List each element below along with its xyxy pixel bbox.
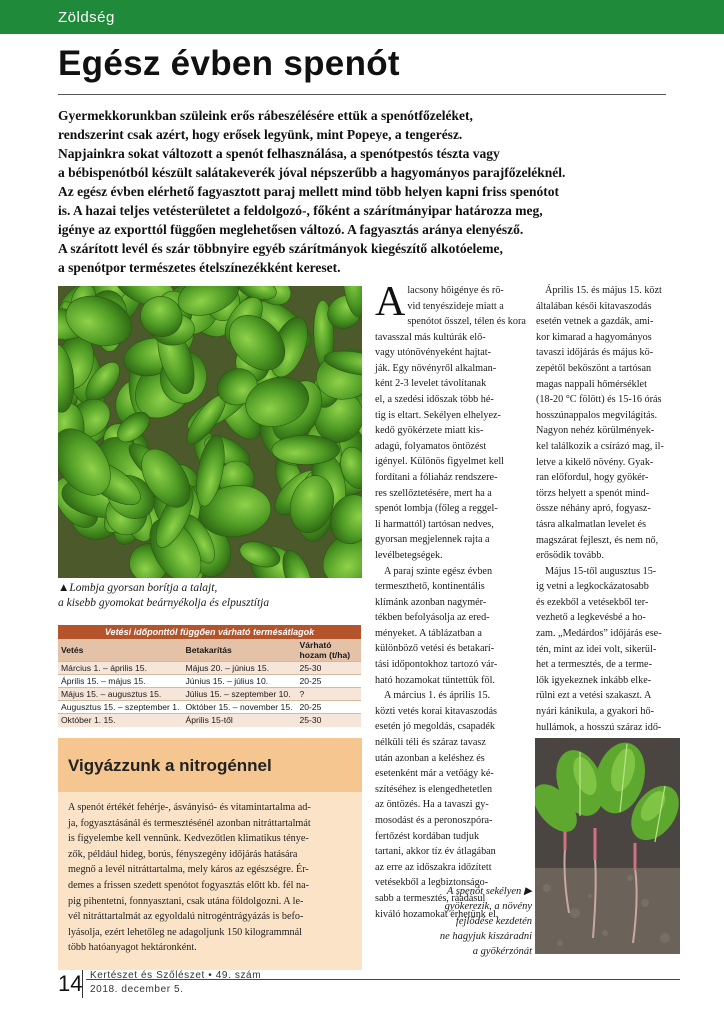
table-cell: Május 20. – június 15. xyxy=(182,662,296,675)
body-line: kel találkozik a csírázó mag, il- xyxy=(536,440,664,452)
table-cell: Június 15. – július 10. xyxy=(182,675,296,688)
body-line: hosszúnappalos megvilágítás. xyxy=(536,409,658,421)
lead-line: a bébispenótból készült salátakeverék jóval népszerűbb a hagyományos parajfőzeléknél. xyxy=(58,165,566,180)
body-line: res szellőztetésére, mert ha a xyxy=(375,487,492,499)
body-line: ják. Egy növényről alkalman- xyxy=(375,362,497,374)
sidebar-line: is figyelembe kell vennünk. Kedvezőtlen klimatikus ténye- xyxy=(68,833,309,845)
body-line: vagy utónövényeként hajtat- xyxy=(375,347,491,359)
lead-line: igénye az exporttól függően meglehetősen változó. A fagyasztás aránya elenyésző. xyxy=(58,222,524,237)
body-line: termeszthető, kontinentális xyxy=(375,581,485,593)
section-label: Zöldség xyxy=(58,9,115,26)
table-cell: Október 15. – november 15. xyxy=(182,701,296,714)
body-line: vezhető a legkevésbé a ho- xyxy=(536,612,646,624)
body-line: esetenként már a vetőágy ké- xyxy=(375,768,494,780)
seedling-photo-caption xyxy=(392,884,532,959)
magazine-name: Kertészet és Szőlészet • 49. szám xyxy=(90,970,262,981)
body-line: kor kimarad a hagyományos xyxy=(536,331,652,343)
sidebar-line: több hatóanyagot hektáronként. xyxy=(68,942,197,954)
page-number: 14 xyxy=(58,971,83,996)
lead-line: is. A hazai teljes vetésterületet a feldolgozó-, főként a szárítmányipar határozza meg, xyxy=(58,203,543,218)
caption-line: gyökerezik, a növény xyxy=(444,901,532,912)
sidebar-title: Vigyázzunk a nitrogénnel xyxy=(68,756,272,775)
table-cell: Augusztus 15. – szeptember 1. xyxy=(58,701,182,714)
table-row xyxy=(58,701,361,714)
sidebar-line: zők, például hideg, borús, fényszegény időjárás hatására xyxy=(68,848,298,860)
caption-line: fejlődése kezdetén xyxy=(455,916,532,927)
table-row xyxy=(58,688,361,701)
table-header-row xyxy=(58,639,361,662)
body-line: adagú, folyamatos öntözést xyxy=(375,440,487,452)
table-cell: Július 15. – szeptember 10. xyxy=(182,688,296,701)
title-divider xyxy=(58,94,666,95)
lead-line: Az egész évben elérhető fagyasztott paraj mellett mind több helyen kapni friss spenótot xyxy=(58,184,559,199)
sidebar-line: ja, fogyasztásánál és termesztésénél azonban nitráttartalmát xyxy=(68,817,311,829)
article-lead xyxy=(58,106,670,277)
body-line: össze néhány apró, fogyasz- xyxy=(536,503,651,515)
body-line: Április 15. és május 15. közt xyxy=(545,285,662,296)
body-line: Május 15-től augusztus 15- xyxy=(545,565,657,577)
dropcap: A xyxy=(375,279,406,325)
column-header: Várható hozam (t/ha) xyxy=(296,639,361,662)
yield-table-grid xyxy=(58,639,361,727)
body-line: esetén vetnek a gazdák, ami- xyxy=(536,316,654,328)
body-line: tén, mint az idei volt, sikerül- xyxy=(536,643,657,655)
table-cell: ? xyxy=(296,688,361,701)
lead-line: a spenótpor természetes ételszínezékként kereset. xyxy=(58,260,341,275)
lead-line: Napjainkra sokat változott a spenót felhasználása, a spenótpestós tészta vagy xyxy=(58,146,500,161)
caption-line: ▲Lombja gyorsan borítja a talajt, xyxy=(58,582,218,594)
body-line: mosodást és a peronoszpóra- xyxy=(375,815,493,826)
body-line: zam. „Medárdos” időjárás ese- xyxy=(536,628,662,640)
body-line: lők igyekeznek inkább elke- xyxy=(536,674,652,686)
body-line: spenótot ősszel, télen és kora xyxy=(407,316,526,327)
table-cell: Április 15-től xyxy=(182,714,296,727)
body-line: kedő gyökérzete miatt kis- xyxy=(375,425,484,437)
body-line: az öntözés. Ha a tavaszi gy- xyxy=(375,799,489,811)
sidebar-line: demes a frissen szedett spenótot fogyasztás előtt kb. fél na- xyxy=(68,879,310,891)
body-line: magszárat fejleszt, és nem nő, xyxy=(536,534,659,546)
body-line: letve a kikelő növény. Gyak- xyxy=(536,456,654,468)
body-line: és ezekből a vetésekből ter- xyxy=(536,596,649,608)
column-3-lines xyxy=(536,283,688,766)
body-line: Nagyon nehéz körülmények- xyxy=(536,425,655,437)
nitrogen-sidebar xyxy=(58,738,362,970)
body-line: tavaszi időjárás és május kö- xyxy=(536,347,654,359)
sidebar-line: A spenót értékét fehérje-, ásványisó- és vitamintartalma ad- xyxy=(68,802,311,813)
photo-caption xyxy=(58,581,362,611)
lead-line: Gyermekkorunkban szüleink erős rábeszélésére ettük a spenótfőzeléket, xyxy=(58,108,473,123)
leaf-shape xyxy=(272,435,340,464)
body-line: ményeket. A táblázatban a xyxy=(375,627,482,639)
table-cell: Április 15. – május 15. xyxy=(58,675,182,688)
body-line: A paraj szinte egész évben xyxy=(384,565,493,577)
body-line: szítéséhez is elengedhetetlen xyxy=(375,783,493,795)
body-line: magas nappali hőmérséklet xyxy=(536,378,647,390)
issue-date: 2018. december 5. xyxy=(90,984,184,995)
body-line: sabb a termesztés, ráadásul xyxy=(375,892,486,904)
body-line: het a termesztés, de a terme- xyxy=(536,659,652,671)
body-line: tási időpontokhoz tartozó vár- xyxy=(375,659,498,671)
table-row xyxy=(58,675,361,688)
body-line: ható hozamokat tüntettük föl. xyxy=(375,674,495,686)
body-line: esetén jó megoldás, csapadék xyxy=(375,721,495,733)
sidebar-line: megnő a levél nitráttartalma, mely káros az egészségre. Ér- xyxy=(68,864,309,876)
body-line: el, a szedési időszak több hé- xyxy=(375,393,494,405)
spinach-seedling-photo xyxy=(535,738,680,954)
sidebar-line: pig pihentetni, fonnyasztani, csak utána földolgozni. A le- xyxy=(68,895,304,907)
body-line: rülni ezt a vetési szakaszt. A xyxy=(536,690,652,702)
body-line: törzs helyett a spenót mind- xyxy=(536,487,650,499)
body-line: tig is eltart. Sekélyen elhelyez- xyxy=(375,409,501,421)
body-column-3 xyxy=(536,283,688,766)
table-cell: 25-30 xyxy=(296,714,361,727)
article-title: Egész évben spenót xyxy=(58,44,400,83)
lead-line: rendszerint csak azért, hogy erősek legyünk, mint Popeye, a tengerész. xyxy=(58,127,463,142)
body-line: után azonban a keléshez és xyxy=(375,752,485,764)
body-line: ran előfordul, hogy gyökér- xyxy=(536,472,649,484)
body-line: (18-20 °C fölött) és 15-16 órás xyxy=(536,394,662,406)
body-line: erősödik tovább. xyxy=(536,550,604,562)
caption-line: A spenót sekélyen ▶ xyxy=(446,886,532,897)
body-line: tavasszal más kultúrák elő- xyxy=(375,331,486,343)
body-line: kiváló hozamokat érhetünk el. xyxy=(375,908,499,920)
caption-line: ne hagyjuk kiszáradni xyxy=(439,931,532,942)
table-cell: 20-25 xyxy=(296,701,361,714)
body-line: különböző vetési és betakarí- xyxy=(375,643,495,655)
caption-line: a kisebb gyomokat beárnyékolja és elpusztítja xyxy=(58,597,270,609)
body-line: hullámok, a hosszú száraz idő- xyxy=(536,721,662,733)
body-line: spenót lombja (főleg a reggel- xyxy=(375,503,498,515)
spinach-field-photo xyxy=(58,286,362,578)
body-line: fertőzést kordában tudjuk xyxy=(375,830,480,842)
caption-line: a gyökérzónát xyxy=(472,946,532,957)
body-line: klímánk azonban nagymér- xyxy=(375,596,487,608)
column-header: Vetés xyxy=(58,639,182,662)
table-cell: Május 15. – augusztus 15. xyxy=(58,688,182,701)
body-line: tásra alkalmatlan levelet és xyxy=(536,518,647,530)
body-line: igényel. Különös figyelmet kell xyxy=(375,456,505,468)
table-title: Vetési időponttól függően várható termésátlagok xyxy=(58,625,361,639)
body-line: vid tenyészideje miatt a xyxy=(407,300,504,312)
table-row xyxy=(58,662,361,675)
body-line: vetésekből a legbiztonságo- xyxy=(375,877,489,889)
body-line: fordítani a fóliaház rendszere- xyxy=(375,471,498,483)
body-line: az erre az időszakra időzített xyxy=(375,861,492,873)
body-line: li harmattól) tartósan nedves, xyxy=(375,518,494,530)
table-cell: 25-30 xyxy=(296,662,361,675)
body-line: A március 1. és április 15. xyxy=(384,690,491,702)
body-line: tartani, akkor tíz év átlagában xyxy=(375,846,496,858)
sidebar-line: lyásolja, ezért lehetőleg ne adagoljunk 150 kilogrammnál xyxy=(68,926,302,938)
column-header: Betakarítás xyxy=(182,639,296,662)
table-cell: Március 1. – április 15. xyxy=(58,662,182,675)
sidebar-line: vél nitráttartalmát az egyoldalú nitrogéntrágyázás is befo- xyxy=(68,911,304,923)
body-line: levélbetegségek. xyxy=(375,549,443,561)
body-line: nélküli téli és száraz tavasz xyxy=(375,737,486,749)
lead-line: A szárított levél és szár többnyire egyéb szárítmányok kiegészítő alkotóeleme, xyxy=(58,241,503,256)
body-line: ig vetni a legkockázatosabb xyxy=(536,581,649,593)
body-line: lacsony hőigénye és rö- xyxy=(407,285,504,296)
yield-table xyxy=(58,625,361,727)
table-row xyxy=(58,714,361,727)
body-line: közti vetés korai kitavaszodás xyxy=(375,705,497,717)
body-line: zepétől beköszönt a tartósan xyxy=(536,362,652,374)
body-line: nyári kánikula, a gyakori hő- xyxy=(536,706,654,718)
body-line: ként 2-3 levelet távolítanak xyxy=(375,378,487,390)
body-line: tékben befolyásolja az ered- xyxy=(375,612,490,624)
sidebar-header xyxy=(58,738,362,792)
sidebar-text xyxy=(68,800,358,956)
table-cell: 20-25 xyxy=(296,675,361,688)
table-cell: Október 1. 15. xyxy=(58,714,182,727)
body-line: általában késői kitavaszodás xyxy=(536,300,652,312)
body-line: gyorsan megjelennek rajta a xyxy=(375,534,490,546)
section-header-bar xyxy=(0,0,724,34)
footer-divider xyxy=(82,970,83,998)
